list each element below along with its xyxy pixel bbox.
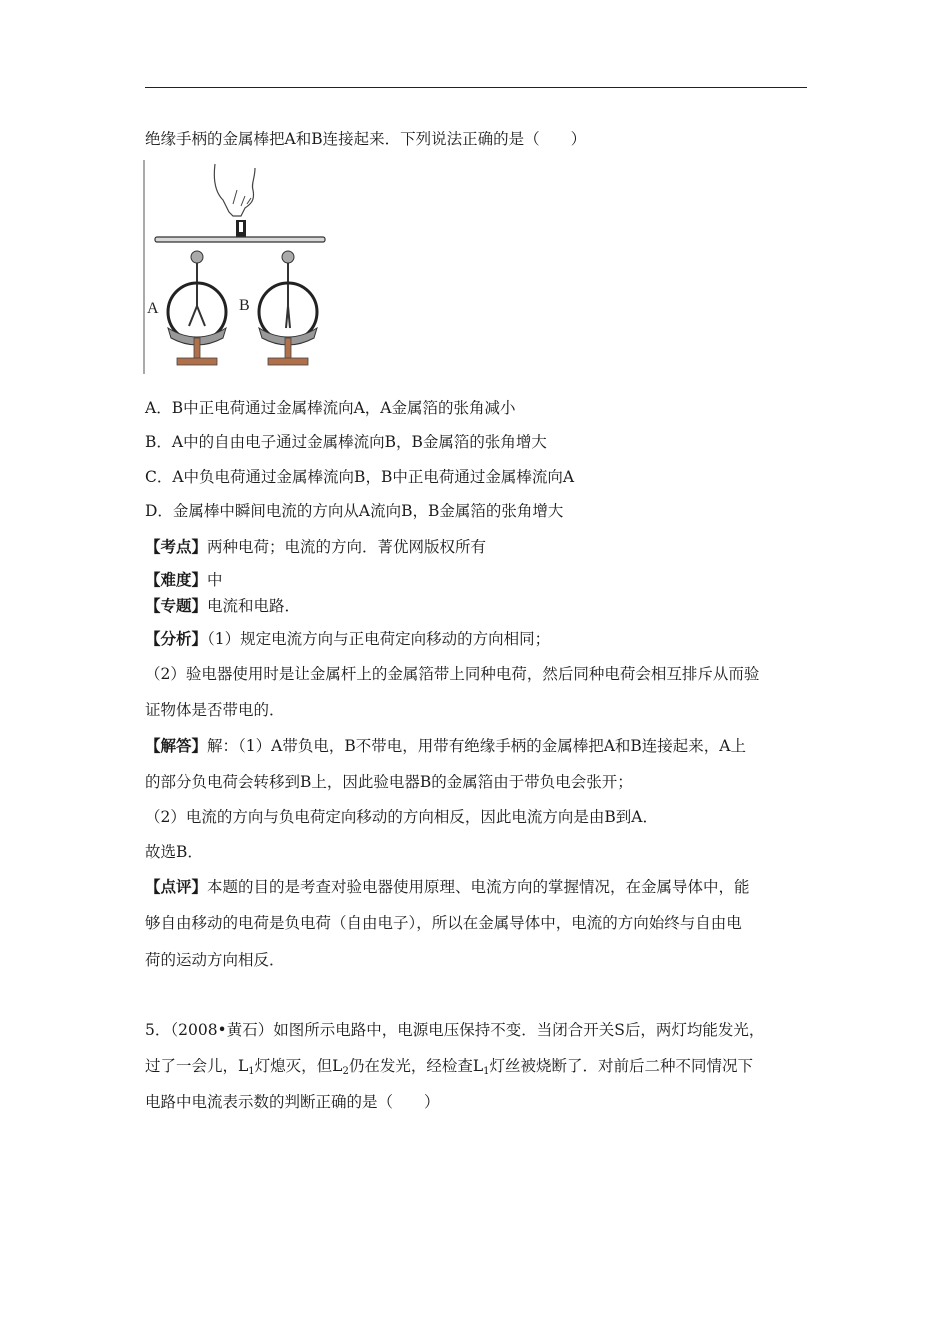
zhuanti-row [145,596,300,616]
dianping-row [145,877,750,897]
q5-text-b: 灯熄灭，但L [254,1057,343,1075]
q5-text-d: 灯丝被烧断了．对前后二种不同情况下 [489,1057,754,1075]
fenxi-tag: 【分析】 [145,629,208,648]
fenxi-line2: （2）验电器使用时是让金属杆上的金属箔带上同种电荷，然后同种电荷会相互排斥从而验 [145,665,760,683]
electroscope-b [259,251,317,365]
header-rule [145,87,807,88]
subscript-1: 1 [248,1066,255,1077]
zhuanti-tag: 【专题】 [145,596,208,615]
kaodian-tag: 【考点】 [145,537,208,556]
fenxi-line1: （1）规定电流方向与正电荷定向移动的方向相同； [207,630,551,648]
q5-text-c: 仍在发光，经检查L [348,1057,484,1075]
dianping-line2: 够自由移动的电荷是负电荷（自由电子），所以在金属导体中，电流的方向始终与自由电 [145,914,742,932]
electroscope-a [168,251,226,365]
q5-line1: 5．（2008•黄石）如图所示电路中，电源电压保持不变．当闭合开关S后，两灯均能发光， [145,1021,765,1039]
subscript-3: 1 [483,1066,490,1077]
option-b: B．A中的自由电子通过金属棒流向B，B金属箔的张角增大 [145,433,547,451]
label-b: B [239,297,250,314]
option-a: A．B中正电荷通过金属棒流向A，A金属箔的张角减小 [145,399,516,417]
dianping-tag: 【点评】 [145,877,208,896]
jieda-tag: 【解答】 [145,736,208,755]
dianping-line1: 本题的目的是考查对验电器使用原理、电流方向的掌握情况，在金属导体中，能 [207,878,750,896]
q5-line2 [145,1056,753,1076]
kaodian-row [145,537,486,557]
question-intro: 绝缘手柄的金属棒把A和B连接起来．下列说法正确的是（ ） [145,130,587,148]
metal-rod [155,237,325,242]
jieda-line1: 解：（1）A带负电，B不带电，用带有绝缘手柄的金属棒把A和B连接起来，A上 [207,737,746,755]
nandu-tag: 【难度】 [145,570,208,589]
jieda-line4: 故选B． [145,843,203,861]
nandu-row [145,570,223,590]
q5-text-a: 过了一会儿，L [145,1057,249,1075]
dianping-line3: 荷的运动方向相反． [145,951,285,969]
hand-icon [214,164,255,216]
jieda-row [145,736,746,756]
zhuanti-text: 电流和电路． [207,597,301,615]
subscript-2: 2 [342,1066,349,1077]
nandu-text: 中 [207,571,223,589]
electroscope-diagram [143,160,329,374]
jieda-line3: （2）电流的方向与负电荷定向移动的方向相反，因此电流方向是由B到A． [145,808,658,826]
option-d: D．金属棒中瞬间电流的方向从A流向B，B金属箔的张角增大 [145,502,564,520]
kaodian-text: 两种电荷；电流的方向．菁优网版权所有 [207,538,487,556]
label-a: A [147,300,159,317]
electroscope-figure [143,160,329,374]
fenxi-line3: 证物体是否带电的． [145,701,285,719]
option-c: C．A中负电荷通过金属棒流向B，B中正电荷通过金属棒流向A [145,468,575,486]
q5-line3: 电路中电流表示数的判断正确的是（ ） [145,1093,440,1111]
fenxi-row [145,629,550,649]
jieda-line2: 的部分负电荷会转移到B上，因此验电器B的金属箔由于带负电会张开； [145,773,633,791]
